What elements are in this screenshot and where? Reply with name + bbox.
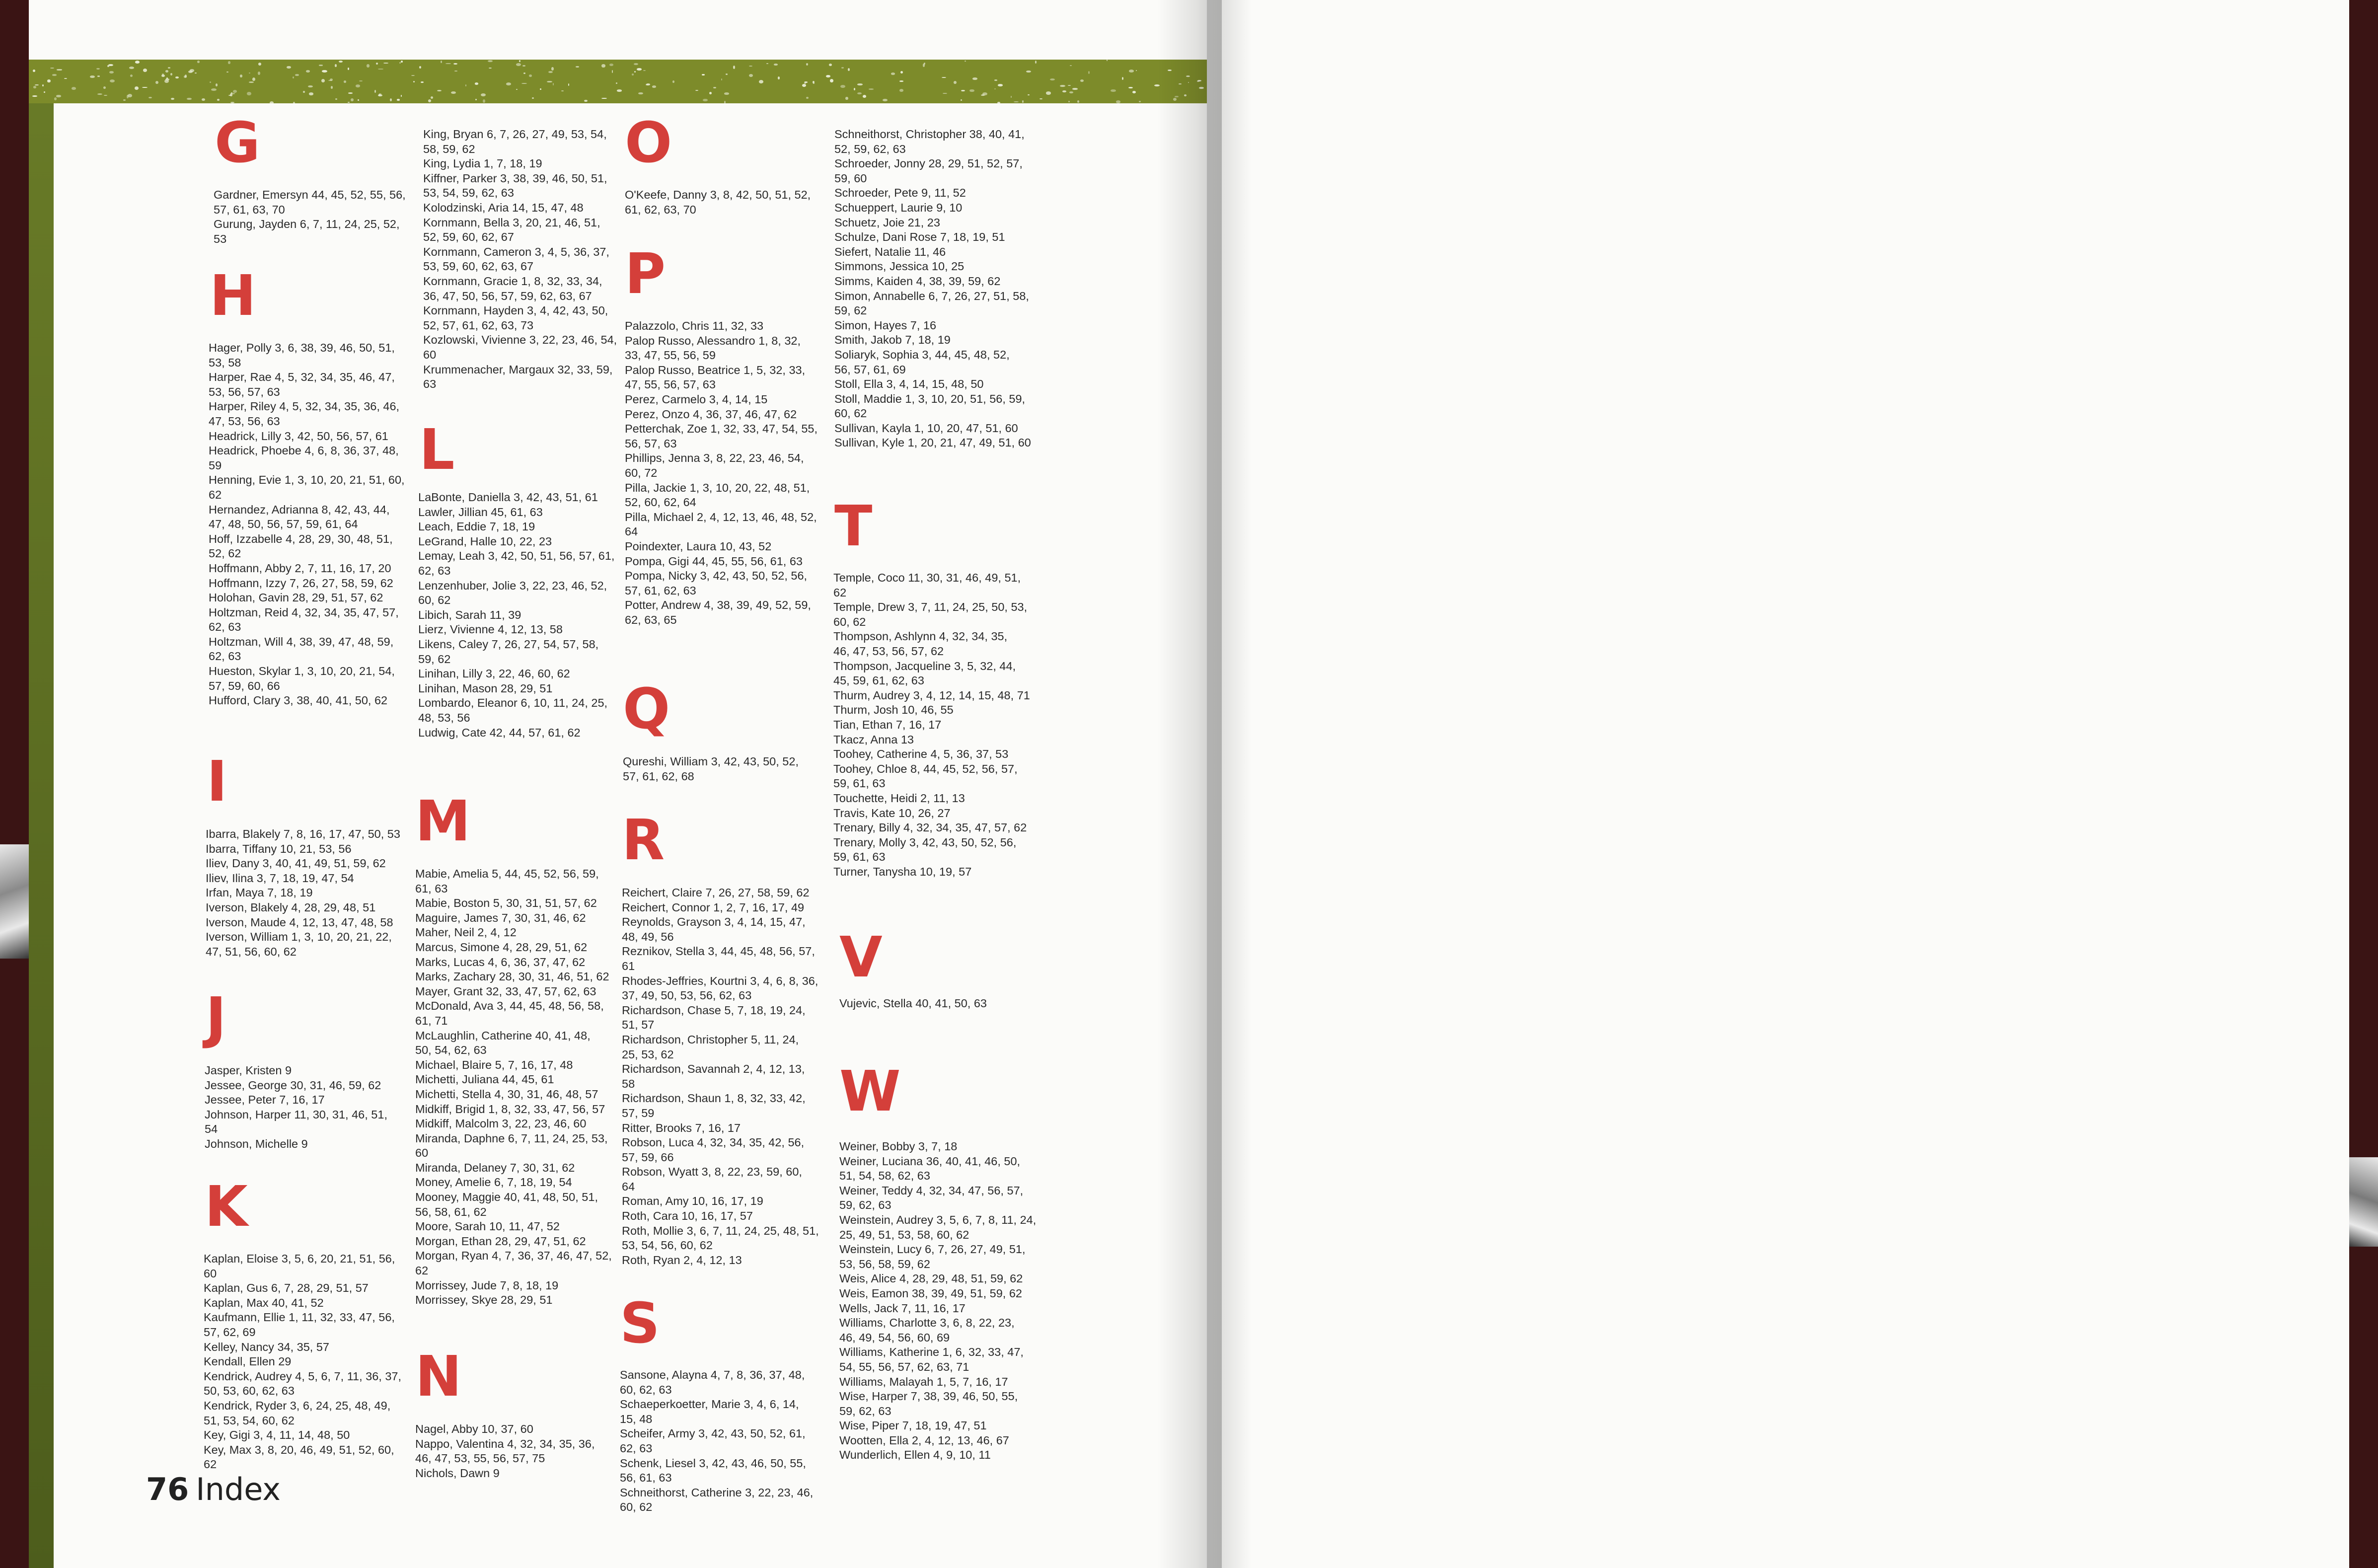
index-entry-line: 59, 61, 63 <box>833 777 886 790</box>
index-entry-line: Lawler, Jillian 45, 61, 63 <box>418 505 543 519</box>
index-entry-line: Holtzman, Reid 4, 32, 34, 35, 47, 57, <box>209 605 399 619</box>
index-entry-line: Siefert, Natalie 11, 46 <box>834 245 946 258</box>
index-entry-line: 15, 48 <box>620 1412 653 1425</box>
index-entry-line: Simon, Annabelle 6, 7, 26, 27, 51, 58, <box>834 289 1029 302</box>
index-entry-line: 37, 49, 50, 53, 56, 62, 63 <box>622 989 752 1002</box>
index-entry-line: Johnson, Harper 11, 30, 31, 46, 51, <box>205 1108 387 1121</box>
index-entry-line: Smith, Jakob 7, 18, 19 <box>834 333 951 347</box>
section-letter-m: M <box>415 789 471 854</box>
index-entry-line: Iverson, William 1, 3, 10, 20, 21, 22, <box>206 930 392 944</box>
index-entry-line: Moore, Sarah 10, 11, 47, 52 <box>415 1220 560 1233</box>
index-entry-line: Williams, Malayah 1, 5, 7, 16, 17 <box>839 1375 1008 1388</box>
index-entry-line: 57, 59, 60, 66 <box>209 679 280 692</box>
index-entry-line: Roman, Amy 10, 16, 17, 19 <box>622 1195 763 1208</box>
index-entry-line: Scheifer, Army 3, 42, 43, 50, 52, 61, <box>620 1427 806 1440</box>
index-entry-line: 62 <box>415 1264 429 1277</box>
index-entry-line: Kiffner, Parker 3, 38, 39, 46, 50, 51, <box>423 171 607 185</box>
index-entry-line: 60, 62 <box>834 407 867 420</box>
index-entry-line: 52, 62 <box>209 547 241 560</box>
index-entry-line: Johnson, Michelle 9 <box>205 1137 308 1150</box>
index-entry-line: 46, 49, 54, 56, 60, 69 <box>839 1331 950 1344</box>
index-entry-line: Marcus, Simone 4, 28, 29, 51, 62 <box>415 940 588 954</box>
index-entry-line: 54 <box>205 1122 218 1136</box>
index-entry-line: Schaeperkoetter, Marie 3, 4, 6, 14, <box>620 1398 799 1411</box>
section-letter-v: V <box>839 925 883 990</box>
index-entry-line: Robson, Luca 4, 32, 34, 35, 42, 56, <box>622 1136 805 1149</box>
index-entry-line: 59 <box>209 458 222 472</box>
index-entry-line: Wise, Piper 7, 18, 19, 47, 51 <box>839 1419 987 1432</box>
index-entry-line: 62 <box>833 586 847 599</box>
index-entry-line: Ludwig, Cate 42, 44, 57, 61, 62 <box>418 726 581 739</box>
index-entry-line: Travis, Kate 10, 26, 27 <box>833 806 951 820</box>
index-entry-line: Iverson, Blakely 4, 28, 29, 48, 51 <box>206 900 376 914</box>
index-entry-line: Schenk, Liesel 3, 42, 43, 46, 50, 55, <box>620 1456 806 1470</box>
index-entry-line: 63 <box>423 377 437 391</box>
index-entry-line: Williams, Katherine 1, 6, 32, 33, 47, <box>839 1345 1024 1359</box>
index-entry-line: 57, 61, 62, 68 <box>623 769 694 783</box>
index-entry-line: Williams, Charlotte 3, 6, 8, 22, 23, <box>839 1316 1015 1330</box>
index-entry-line: Palop Russo, Alessandro 1, 8, 32, <box>625 334 801 347</box>
index-entry-line: 57, 61, 63, 70 <box>214 203 285 216</box>
index-entry-line: Richardson, Christopher 5, 11, 24, <box>622 1033 799 1046</box>
index-entry-line: Key, Gigi 3, 4, 11, 14, 48, 50 <box>204 1428 350 1442</box>
index-entry-line: Likens, Caley 7, 26, 27, 54, 57, 58, <box>418 637 599 651</box>
index-entry-line: 56, 61, 63 <box>620 1471 672 1485</box>
index-entry-line: Harper, Rae 4, 5, 32, 34, 35, 46, 47, <box>209 371 395 384</box>
section-entries-s-cont <box>834 127 1038 450</box>
index-entry-line: 59, 61, 63 <box>833 850 886 864</box>
index-entry-line: Lombardo, Eleanor 6, 10, 11, 24, 25, <box>418 696 608 710</box>
index-entry-line: Mayer, Grant 32, 33, 47, 57, 62, 63 <box>415 984 596 998</box>
index-entry-line: 57, 59, 66 <box>622 1150 674 1164</box>
index-entry-line: Jasper, Kristen 9 <box>205 1064 292 1077</box>
index-entry-line: Gurung, Jayden 6, 7, 11, 24, 25, 52, <box>214 218 400 231</box>
index-entry-line: Weis, Alice 4, 28, 29, 48, 51, 59, 62 <box>839 1272 1023 1285</box>
index-entry-line: 25, 53, 62 <box>622 1047 674 1061</box>
index-entry-line: Hoffmann, Izzy 7, 26, 27, 58, 59, 62 <box>209 576 393 590</box>
index-entry-line: Kaufmann, Ellie 1, 11, 32, 33, 47, 56, <box>204 1311 395 1324</box>
index-entry-line: 60, 62, 63 <box>620 1383 672 1396</box>
section-entries-h <box>209 341 412 708</box>
index-entry-line: Holohan, Gavin 28, 29, 51, 57, 62 <box>209 591 383 604</box>
index-entry-line: Stoll, Ella 3, 4, 14, 15, 48, 50 <box>834 377 984 391</box>
index-entry-line: Kolodzinski, Aria 14, 15, 47, 48 <box>423 201 584 214</box>
index-entry-line: Mabie, Amelia 5, 44, 45, 52, 56, 59, <box>415 867 599 880</box>
section-entries-n <box>415 1422 619 1481</box>
index-entry-line: 62, 63 <box>209 650 241 663</box>
index-entry-line: 36, 47, 50, 56, 57, 59, 62, 63, 67 <box>423 289 592 302</box>
index-entry-line: 46, 47, 53, 56, 57, 62 <box>833 644 944 658</box>
index-entry-line: Morrissey, Jude 7, 8, 18, 19 <box>415 1278 559 1292</box>
index-entry-line: 61, 63 <box>415 882 448 895</box>
index-entry-line: Leach, Eddie 7, 18, 19 <box>418 520 535 533</box>
index-entry-line: 60 <box>204 1267 217 1280</box>
index-entry-line: 60, 62 <box>418 594 451 607</box>
index-entry-line: Mabie, Boston 5, 30, 31, 51, 57, 62 <box>415 896 597 910</box>
index-entry-line: Iliev, Dany 3, 40, 41, 49, 51, 59, 62 <box>206 857 386 870</box>
index-entry-line: Ibarra, Tiffany 10, 21, 53, 56 <box>206 842 352 855</box>
index-entry-line: Qureshi, William 3, 42, 43, 50, 52, <box>623 755 799 768</box>
index-entry-line: 54, 55, 56, 57, 62, 63, 71 <box>839 1360 969 1373</box>
section-entries-w <box>839 1139 1043 1463</box>
index-entry-line: Morgan, Ethan 28, 29, 47, 51, 62 <box>415 1234 586 1248</box>
section-entries-v <box>839 996 1043 1011</box>
index-entry-line: Wise, Harper 7, 38, 39, 46, 50, 55, <box>839 1390 1018 1403</box>
index-entry-line: Tkacz, Anna 13 <box>833 733 914 746</box>
index-entry-line: 53, 59, 60, 62, 63, 67 <box>423 260 534 273</box>
index-entry-line: 53, 54, 59, 62, 63 <box>423 186 514 200</box>
index-entry-line: Harper, Riley 4, 5, 32, 34, 35, 36, 46, <box>209 400 400 413</box>
index-entry-line: Schulze, Dani Rose 7, 18, 19, 51 <box>834 230 1005 244</box>
index-entry-line: Thompson, Ashlynn 4, 32, 34, 35, <box>833 630 1008 643</box>
index-entry-line: Palop Russo, Beatrice 1, 5, 32, 33, <box>625 363 806 376</box>
index-entry-line: 57, 62, 69 <box>204 1325 256 1339</box>
index-entry-line: Mooney, Maggie 40, 41, 48, 50, 51, <box>415 1191 598 1204</box>
index-entry-line: Nappo, Valentina 4, 32, 34, 35, 36, <box>415 1437 595 1450</box>
index-entry-line: Gardner, Emersyn 44, 45, 52, 55, 56, <box>214 188 406 201</box>
section-entries-k-cont <box>423 127 627 392</box>
index-entry-line: 62, 63 <box>418 564 451 577</box>
index-entry-line: Hoffmann, Abby 2, 7, 11, 16, 17, 20 <box>209 561 391 575</box>
index-entry-line: 51, 57 <box>622 1018 655 1032</box>
section-letter-g: G <box>215 111 260 175</box>
index-entry-line: 59, 62 <box>418 652 451 666</box>
index-entry-line: Maher, Neil 2, 4, 12 <box>415 926 517 939</box>
index-entry-line: Potter, Andrew 4, 38, 39, 49, 52, 59, <box>625 598 811 612</box>
index-page <box>29 0 1207 1568</box>
index-entry-line: Irfan, Maya 7, 18, 19 <box>206 886 313 899</box>
index-entry-line: Pompa, Nicky 3, 42, 43, 50, 52, 56, <box>625 569 808 583</box>
index-entry-line: 58 <box>622 1077 635 1090</box>
index-entry-line: Nagel, Abby 10, 37, 60 <box>415 1422 533 1435</box>
section-letter-o: O <box>625 111 672 175</box>
index-entry-line: Weiner, Luciana 36, 40, 41, 46, 50, <box>839 1154 1021 1168</box>
section-entries-m <box>415 867 619 1308</box>
index-entry-line: Kelley, Nancy 34, 35, 57 <box>204 1340 329 1353</box>
section-entries-g <box>214 188 417 246</box>
index-entry-line: 47, 48, 50, 56, 57, 59, 61, 64 <box>209 518 358 531</box>
index-entry-line: Phillips, Jenna 3, 8, 22, 23, 46, 54, <box>625 451 804 465</box>
index-entry-line: Lenzenhuber, Jolie 3, 22, 23, 46, 52, <box>418 579 607 592</box>
section-entries-q <box>623 754 826 784</box>
index-entry-line: 46, 47, 53, 55, 56, 57, 75 <box>415 1452 545 1465</box>
index-entry-line: Kendrick, Ryder 3, 6, 24, 25, 48, 49, <box>204 1399 391 1412</box>
index-entry-line: 50, 54, 62, 63 <box>415 1044 487 1057</box>
index-entry-line: Schneithorst, Catherine 3, 22, 23, 46, <box>620 1486 814 1499</box>
index-entry-line: King, Lydia 1, 7, 18, 19 <box>423 157 542 170</box>
index-entry-line: 48, 49, 56 <box>622 930 674 943</box>
index-entry-line: Sansone, Alayna 4, 7, 8, 36, 37, 48, <box>620 1368 805 1381</box>
index-entry-line: 60, 72 <box>625 466 658 479</box>
index-entry-line: Wootten, Ella 2, 4, 12, 13, 46, 67 <box>839 1433 1009 1447</box>
section-entries-l <box>418 490 622 740</box>
right-page-blank <box>1207 0 2349 1568</box>
index-entry-line: Ibarra, Blakely 7, 8, 16, 17, 47, 50, 53 <box>206 827 400 840</box>
index-entry-line: Weinstein, Audrey 3, 5, 6, 7, 8, 11, 24, <box>839 1213 1037 1226</box>
index-entry-line: McLaughlin, Catherine 40, 41, 48, <box>415 1029 591 1042</box>
index-entry-line: 51, 53, 54, 60, 62 <box>204 1414 295 1427</box>
section-entries-s <box>620 1368 823 1515</box>
section-letter-l: L <box>419 418 455 482</box>
index-entry-line: Hueston, Skylar 1, 3, 10, 20, 21, 54, <box>209 665 395 678</box>
index-entry-line: 53, 58 <box>209 356 241 369</box>
index-entry-line: Holtzman, Will 4, 38, 39, 47, 48, 59, <box>209 635 394 648</box>
index-entry-line: Marks, Lucas 4, 6, 36, 37, 47, 62 <box>415 955 586 969</box>
index-entry-line: Sullivan, Kayla 1, 10, 20, 47, 51, 60 <box>834 421 1018 435</box>
index-entry-line: Toohey, Catherine 4, 5, 36, 37, 53 <box>833 747 1009 761</box>
index-entry-line: Miranda, Daphne 6, 7, 11, 24, 25, 53, <box>415 1131 608 1145</box>
index-entry-line: Reichert, Claire 7, 26, 27, 58, 59, 62 <box>622 886 810 899</box>
page-footer <box>146 1471 281 1507</box>
index-entry-line: Simmons, Jessica 10, 25 <box>834 260 965 273</box>
index-entry-line: Schuetz, Joie 21, 23 <box>834 216 940 229</box>
index-entry-line: Kaplan, Eloise 3, 5, 6, 20, 21, 51, 56, <box>204 1252 395 1265</box>
index-entry-line: Hernandez, Adrianna 8, 42, 43, 44, <box>209 503 390 516</box>
index-entry-line: Wunderlich, Ellen 4, 9, 10, 11 <box>839 1448 991 1462</box>
index-entry-line: Soliaryk, Sophia 3, 44, 45, 48, 52, <box>834 348 1010 361</box>
section-entries-r <box>622 886 825 1268</box>
index-entry-line: Kornmann, Bella 3, 20, 21, 46, 51, <box>423 216 600 229</box>
index-entry-line: 61, 71 <box>415 1014 448 1027</box>
index-entry-line: Simon, Hayes 7, 16 <box>834 318 937 332</box>
index-entry-line: 47, 51, 56, 60, 62 <box>206 945 297 958</box>
index-entry-line: 53, 56, 57, 63 <box>209 385 280 398</box>
index-entry-line: Iliev, Ilina 3, 7, 18, 19, 47, 54 <box>206 871 354 885</box>
index-entry-line: 56, 57, 61, 69 <box>834 363 906 376</box>
index-entry-line: Jessee, Peter 7, 16, 17 <box>205 1093 325 1107</box>
index-entry-line: 62 <box>209 488 222 501</box>
index-entry-line: Toohey, Chloe 8, 44, 45, 52, 56, 57, <box>833 762 1018 775</box>
index-entry-line: Kozlowski, Vivienne 3, 22, 23, 46, 54, <box>423 333 617 347</box>
index-entry-line: 64 <box>625 525 638 538</box>
index-entry-line: 33, 47, 55, 56, 59 <box>625 349 716 362</box>
index-entry-line: Linihan, Lilly 3, 22, 46, 60, 62 <box>418 667 570 680</box>
index-entry-line: Key, Max 3, 8, 20, 46, 49, 51, 52, 60, <box>204 1443 394 1456</box>
index-entry-line: Morgan, Ryan 4, 7, 36, 37, 46, 47, 52, <box>415 1249 612 1263</box>
index-entry-line: Thurm, Audrey 3, 4, 12, 14, 15, 48, 71 <box>833 688 1030 702</box>
index-entry-line: 53 <box>214 232 227 245</box>
index-entry-line: Weiner, Teddy 4, 32, 34, 47, 56, 57, <box>839 1184 1024 1197</box>
section-letter-q: Q <box>623 677 670 742</box>
index-entry-line: 59, 62, 63 <box>839 1198 892 1212</box>
index-entry-line: Schroeder, Pete 9, 11, 52 <box>834 186 966 200</box>
index-entry-line: 53, 54, 56, 60, 62 <box>622 1239 713 1252</box>
index-entry-line: 51, 54, 58, 62, 63 <box>839 1169 930 1183</box>
index-entry-line: Pilla, Michael 2, 4, 12, 13, 46, 48, 52, <box>625 510 817 523</box>
index-entry-line: Maguire, James 7, 30, 31, 46, 62 <box>415 911 586 924</box>
index-entry-line: 60 <box>423 348 437 361</box>
index-entry-line: Schneithorst, Christopher 38, 40, 41, <box>834 128 1025 141</box>
index-entry-line: 60 <box>415 1146 429 1160</box>
index-entry-line: Perez, Onzo 4, 36, 37, 46, 47, 62 <box>625 407 797 421</box>
index-entry-line: Kaplan, Max 40, 41, 52 <box>204 1296 324 1309</box>
index-entry-line: Wells, Jack 7, 11, 16, 17 <box>839 1301 966 1315</box>
index-entry-line: Trenary, Billy 4, 32, 34, 35, 47, 57, 62 <box>833 821 1027 834</box>
index-entry-line: LeGrand, Halle 10, 22, 23 <box>418 534 552 548</box>
section-letter-n: N <box>415 1344 462 1409</box>
index-entry-line: Hufford, Clary 3, 38, 40, 41, 50, 62 <box>209 694 388 707</box>
section-entries-t <box>833 571 1037 879</box>
index-entry-line: Morrissey, Skye 28, 29, 51 <box>415 1293 553 1307</box>
index-entry-line: 62, 63 <box>209 620 241 634</box>
index-entry-line: Reichert, Connor 1, 2, 7, 16, 17, 49 <box>622 900 805 914</box>
index-entry-line: Turner, Tanysha 10, 19, 57 <box>833 865 972 878</box>
index-entry-line: McDonald, Ava 3, 44, 45, 48, 56, 58, <box>415 999 604 1013</box>
index-entry-line: Roth, Mollie 3, 6, 7, 11, 24, 25, 48, 51, <box>622 1224 819 1237</box>
index-entry-line: 48, 53, 56 <box>418 711 470 724</box>
index-entry-line: 25, 49, 51, 53, 58, 60, 62 <box>839 1228 969 1241</box>
index-entry-line: 61, 62, 63, 70 <box>625 203 696 216</box>
index-entry-line: Poindexter, Laura 10, 43, 52 <box>625 539 772 553</box>
index-entry-line: Simms, Kaiden 4, 38, 39, 59, 62 <box>834 274 1001 288</box>
index-entry-line: Pompa, Gigi 44, 45, 55, 56, 61, 63 <box>625 554 803 568</box>
index-entry-line: Jessee, George 30, 31, 46, 59, 62 <box>205 1078 381 1092</box>
section-entries-p <box>625 319 828 627</box>
index-entry-line: Linihan, Mason 28, 29, 51 <box>418 681 553 695</box>
index-entry-line: Rhodes-Jeffries, Kourtni 3, 4, 6, 8, 36, <box>622 974 818 987</box>
index-entry-line: 52, 59, 60, 62, 67 <box>423 230 514 244</box>
index-entry-line: 60, 62 <box>833 615 866 628</box>
index-entry-line: 61 <box>622 959 635 972</box>
index-entry-line: Temple, Drew 3, 7, 11, 24, 25, 50, 53, <box>833 600 1028 614</box>
index-entry-line: Schueppert, Laurie 9, 10 <box>834 201 963 214</box>
index-entry-line: Kornmann, Cameron 3, 4, 5, 36, 37, <box>423 245 609 258</box>
index-entry-line: 47, 55, 56, 57, 63 <box>625 378 716 391</box>
index-entry-line: Headrick, Lilly 3, 42, 50, 56, 57, 61 <box>209 429 388 443</box>
index-entry-line: Weis, Eamon 38, 39, 49, 51, 59, 62 <box>839 1286 1022 1300</box>
section-letter-j: J <box>206 986 226 1050</box>
section-letter-k: K <box>205 1175 248 1239</box>
index-entry-line: Libich, Sarah 11, 39 <box>418 608 521 621</box>
index-entry-line: Midkiff, Brigid 1, 8, 32, 33, 47, 56, 57 <box>415 1102 605 1116</box>
index-entry-line: King, Bryan 6, 7, 26, 27, 49, 53, 54, <box>423 128 607 141</box>
page-number: 76 <box>146 1471 189 1507</box>
index-entry-line: Stoll, Maddie 1, 3, 10, 20, 51, 56, 59, <box>834 392 1026 405</box>
index-entry-line: 45, 59, 61, 62, 63 <box>833 674 924 687</box>
index-entry-line: Kornmann, Gracie 1, 8, 32, 33, 34, <box>423 274 602 288</box>
index-entry-line: Kornmann, Hayden 3, 4, 42, 43, 50, <box>423 304 608 317</box>
index-entry-line: Lemay, Leah 3, 42, 50, 51, 56, 57, 61, <box>418 549 615 563</box>
section-entries-k <box>204 1252 407 1472</box>
section-letter-i: I <box>207 749 227 814</box>
index-entry-line: Kendrick, Audrey 4, 5, 6, 7, 11, 36, 37, <box>204 1369 402 1383</box>
index-entry-line: Nichols, Dawn 9 <box>415 1466 500 1480</box>
index-entry-line: 53, 56, 58, 59, 62 <box>839 1257 930 1270</box>
index-entry-line: Robson, Wyatt 3, 8, 22, 23, 59, 60, <box>622 1165 802 1179</box>
index-entry-line: Reznikov, Stella 3, 44, 45, 48, 56, 57, <box>622 945 815 958</box>
section-letter-h: H <box>210 264 256 328</box>
index-entry-line: 58, 59, 62 <box>423 142 475 155</box>
index-entry-line: 56, 58, 61, 62 <box>415 1205 487 1218</box>
index-entry-line: Thompson, Jacqueline 3, 5, 32, 44, <box>833 659 1016 672</box>
index-entry-line: 62 <box>204 1458 217 1471</box>
index-entry-line: 56, 57, 63 <box>625 437 677 450</box>
index-entry-line: Pilla, Jackie 1, 3, 10, 20, 22, 48, 51, <box>625 481 810 494</box>
index-entry-line: Tian, Ethan 7, 16, 17 <box>833 718 942 731</box>
index-entry-line: 59, 62, 63 <box>839 1404 892 1418</box>
index-entry-line: Vujevic, Stella 40, 41, 50, 63 <box>839 997 987 1010</box>
section-letter-s: S <box>620 1291 660 1356</box>
index-entry-line: Kendall, Ellen 29 <box>204 1355 292 1368</box>
index-entry-line: Roth, Ryan 2, 4, 12, 13 <box>622 1253 742 1267</box>
index-entry-line: Michael, Blaire 5, 7, 16, 17, 48 <box>415 1058 573 1071</box>
index-entry-line: Lierz, Vivienne 4, 12, 13, 58 <box>418 623 563 636</box>
index-entry-line: Michetti, Juliana 44, 45, 61 <box>415 1073 554 1086</box>
index-entry-line: 64 <box>622 1180 635 1193</box>
index-entry-line: Petterchak, Zoe 1, 32, 33, 47, 54, 55, <box>625 422 818 436</box>
index-entry-line: 52, 60, 62, 64 <box>625 496 696 509</box>
index-entry-line: 52, 59, 62, 63 <box>834 142 906 155</box>
index-entry-line: Miranda, Delaney 7, 30, 31, 62 <box>415 1161 575 1174</box>
index-entry-line: 57, 59 <box>622 1106 655 1120</box>
index-entry-line: Hoff, Izzabelle 4, 28, 29, 30, 48, 51, <box>209 532 393 545</box>
index-entry-line: Hager, Polly 3, 6, 38, 39, 46, 50, 51, <box>209 341 395 354</box>
index-entry-line: 52, 57, 61, 62, 63, 73 <box>423 318 534 332</box>
index-entry-line: Schroeder, Jonny 28, 29, 51, 52, 57, <box>834 157 1023 170</box>
index-entry-line: 57, 61, 62, 63 <box>625 584 696 597</box>
index-entry-line: 47, 53, 56, 63 <box>209 414 280 428</box>
index-entry-line: Reynolds, Grayson 3, 4, 14, 15, 47, <box>622 915 806 929</box>
section-entries-i <box>206 827 409 959</box>
index-entry-line: Marks, Zachary 28, 30, 31, 46, 51, 62 <box>415 970 609 983</box>
index-entry-line: Touchette, Heidi 2, 11, 13 <box>833 791 965 805</box>
header-banner <box>29 60 1207 103</box>
index-entry-line: Richardson, Chase 5, 7, 18, 19, 24, <box>622 1003 806 1017</box>
index-entry-line: Krummenacher, Margaux 32, 33, 59, <box>423 363 613 376</box>
section-letter-p: P <box>625 242 666 306</box>
index-entry-line: Palazzolo, Chris 11, 32, 33 <box>625 319 764 332</box>
index-entry-line: Weiner, Bobby 3, 7, 18 <box>839 1140 958 1153</box>
index-entry-line: Richardson, Shaun 1, 8, 32, 33, 42, <box>622 1092 806 1105</box>
section-letter-w: W <box>839 1059 901 1124</box>
index-entry-line: Weinstein, Lucy 6, 7, 26, 27, 49, 51, <box>839 1243 1026 1256</box>
index-entry-line: LaBonte, Daniella 3, 42, 43, 51, 61 <box>418 491 598 504</box>
spine-shadow <box>1157 0 1222 1568</box>
side-texture-strip <box>29 103 54 1568</box>
index-entry-line: Thurm, Josh 10, 46, 55 <box>833 703 954 717</box>
index-entry-line: 59, 62 <box>834 304 867 317</box>
index-entry-line: Trenary, Molly 3, 42, 43, 50, 52, 56, <box>833 835 1017 849</box>
index-entry-line: 62, 63 <box>620 1441 653 1455</box>
index-entry-line: 62, 63, 65 <box>625 613 677 626</box>
index-entry-line: Temple, Coco 11, 30, 31, 46, 49, 51, <box>833 571 1021 584</box>
section-letter-t: T <box>834 494 873 559</box>
index-entry-line: 50, 53, 60, 62, 63 <box>204 1384 295 1398</box>
page-section-title: Index <box>196 1471 281 1507</box>
index-entry-line: Kaplan, Gus 6, 7, 28, 29, 51, 57 <box>204 1281 369 1295</box>
index-entry-line: Headrick, Phoebe 4, 6, 8, 36, 37, 48, <box>209 444 399 457</box>
index-entry-line: Roth, Cara 10, 16, 17, 57 <box>622 1209 753 1223</box>
index-entry-line: Richardson, Savannah 2, 4, 12, 13, <box>622 1062 805 1076</box>
index-entry-line: O'Keefe, Danny 3, 8, 42, 50, 51, 52, <box>625 188 811 201</box>
section-entries-j <box>205 1063 408 1152</box>
index-entry-line: Money, Amelie 6, 7, 18, 19, 54 <box>415 1176 572 1189</box>
index-entry-line: Michetti, Stella 4, 30, 31, 46, 48, 57 <box>415 1087 598 1101</box>
index-entry-line: Perez, Carmelo 3, 4, 14, 15 <box>625 392 768 406</box>
section-letter-r: R <box>622 808 665 873</box>
index-entry-line: Sullivan, Kyle 1, 20, 21, 47, 49, 51, 60 <box>834 436 1031 449</box>
index-entry-line: Ritter, Brooks 7, 16, 17 <box>622 1121 741 1134</box>
index-entry-line: Iverson, Maude 4, 12, 13, 47, 48, 58 <box>206 915 393 929</box>
index-entry-line: 60, 62 <box>620 1500 653 1514</box>
index-entry-line: Henning, Evie 1, 3, 10, 20, 21, 51, 60, <box>209 473 405 487</box>
section-entries-o <box>625 188 828 217</box>
index-entry-line: Midkiff, Malcolm 3, 22, 23, 46, 60 <box>415 1117 587 1130</box>
index-entry-line: 59, 60 <box>834 171 867 185</box>
